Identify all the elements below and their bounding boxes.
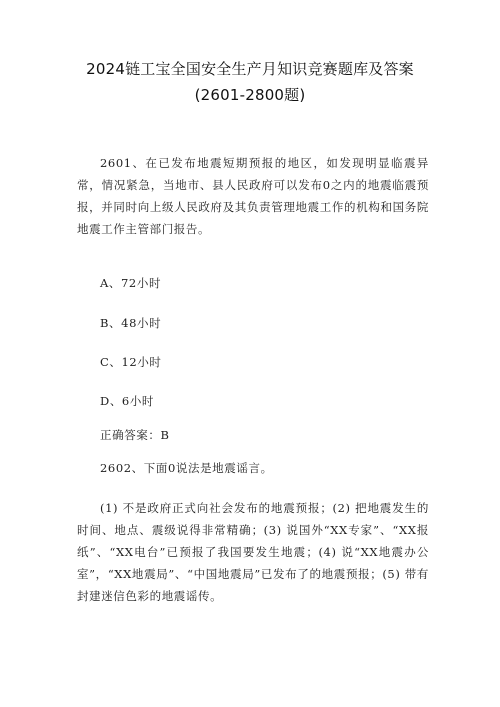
document-title: 2024链工宝全国安全生产月知识竞赛题库及答案 <box>86 60 414 78</box>
correct-answer: 正确答案：B <box>100 428 170 442</box>
option-a: A、72小时 <box>100 276 162 290</box>
option-d: D、6小时 <box>100 394 155 408</box>
option-c: C、12小时 <box>100 355 162 369</box>
question-2602-text: 2602、下面0说法是地震谣言。 <box>100 461 273 475</box>
question-2602-body: (1) 不是政府正式向社会发布的地震预报；(2) 把地震发生的时间、地点、震级说得非常精确；(3) 说国外“XX专家”、“XX报纸”、“XX电台”已预报了我国要发生地震；(4) 说“XX地震办公室”，“XX地震局”、“中国地震局”已发布了的地震预报；(5) 带有封建迷信色彩的地震谣传。 <box>77 501 429 603</box>
option-b: B、48小时 <box>100 316 162 330</box>
document-subtitle: (2601-2800题) <box>194 86 306 104</box>
question-2601-text: 2601、在已发布地震短期预报的地区，如发现明显临震异常，情况紧急，当地市、县人民政府可以发布0之内的地震临震预报，并同时向上级人民政府及其负责管理地震工作的机构和国务院地震工作主管部门报告。 <box>77 156 429 236</box>
